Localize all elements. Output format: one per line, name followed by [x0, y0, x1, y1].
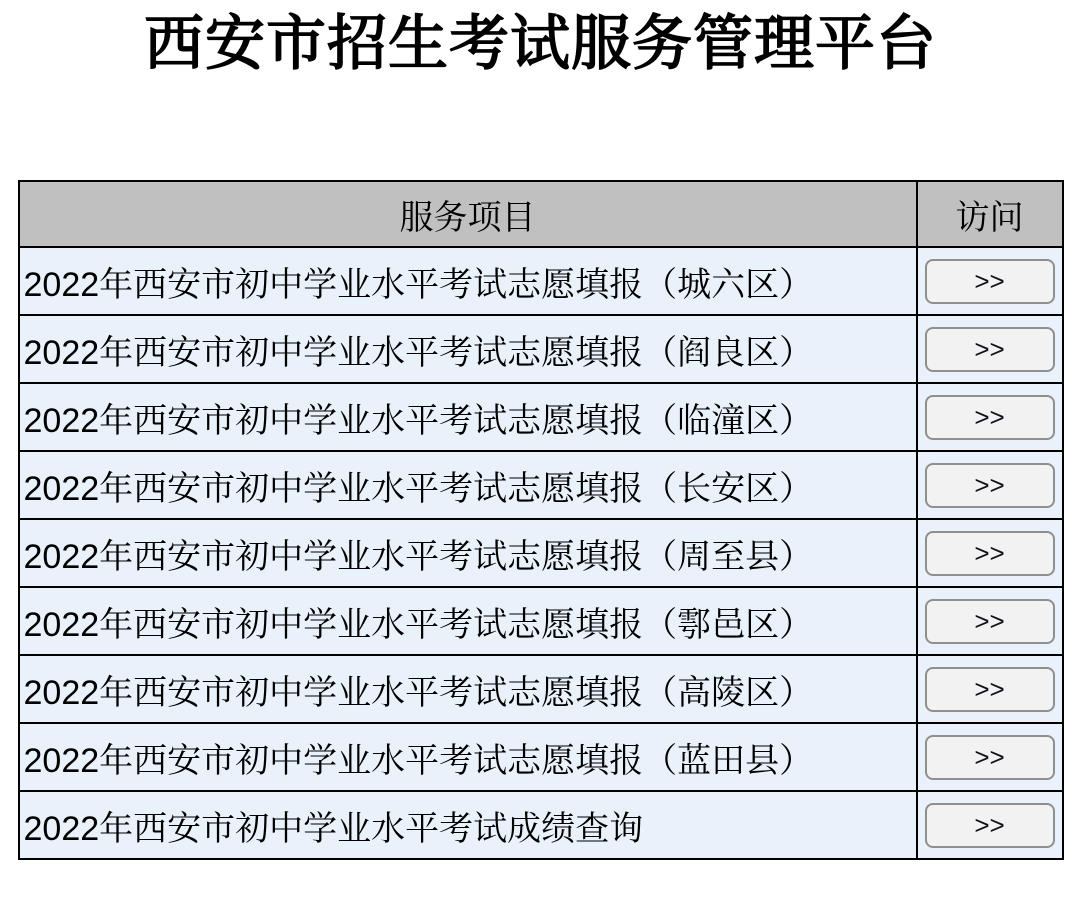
service-name: 2022年西安市初中学业水平考试志愿填报（临潼区） [19, 383, 917, 451]
service-name: 2022年西安市初中学业水平考试志愿填报（阎良区） [19, 315, 917, 383]
service-name: 2022年西安市初中学业水平考试志愿填报（高陵区） [19, 655, 917, 723]
access-button[interactable]: >> [925, 667, 1055, 712]
table-row [19, 247, 1063, 315]
access-button[interactable]: >> [925, 599, 1055, 644]
access-button[interactable]: >> [925, 259, 1055, 304]
access-cell [917, 655, 1063, 723]
access-button[interactable]: >> [925, 463, 1055, 508]
table-row [19, 723, 1063, 791]
access-button[interactable]: >> [925, 531, 1055, 576]
access-button[interactable]: >> [925, 803, 1055, 848]
access-cell [917, 383, 1063, 451]
access-cell [917, 451, 1063, 519]
access-cell [917, 723, 1063, 791]
access-cell [917, 315, 1063, 383]
table-row [19, 519, 1063, 587]
table-row [19, 451, 1063, 519]
access-button[interactable]: >> [925, 735, 1055, 780]
page-title: 西安市招生考试服务管理平台 [144, 10, 937, 77]
access-button[interactable]: >> [925, 395, 1055, 440]
service-name: 2022年西安市初中学业水平考试成绩查询 [19, 791, 917, 859]
table-row [19, 383, 1063, 451]
services-table [18, 180, 1064, 860]
access-cell [917, 587, 1063, 655]
access-cell [917, 791, 1063, 859]
table-row [19, 791, 1063, 859]
table-row [19, 655, 1063, 723]
access-cell [917, 519, 1063, 587]
column-header-service: 服务项目 [19, 181, 917, 247]
table-row [19, 315, 1063, 383]
access-cell [917, 247, 1063, 315]
table-header-row [19, 181, 1063, 247]
service-name: 2022年西安市初中学业水平考试志愿填报（周至县） [19, 519, 917, 587]
service-name: 2022年西安市初中学业水平考试志愿填报（鄠邑区） [19, 587, 917, 655]
service-name: 2022年西安市初中学业水平考试志愿填报（城六区） [19, 247, 917, 315]
service-name: 2022年西安市初中学业水平考试志愿填报（蓝田县） [19, 723, 917, 791]
table-row [19, 587, 1063, 655]
service-name: 2022年西安市初中学业水平考试志愿填报（长安区） [19, 451, 917, 519]
access-button[interactable]: >> [925, 327, 1055, 372]
column-header-access: 访问 [917, 181, 1063, 247]
